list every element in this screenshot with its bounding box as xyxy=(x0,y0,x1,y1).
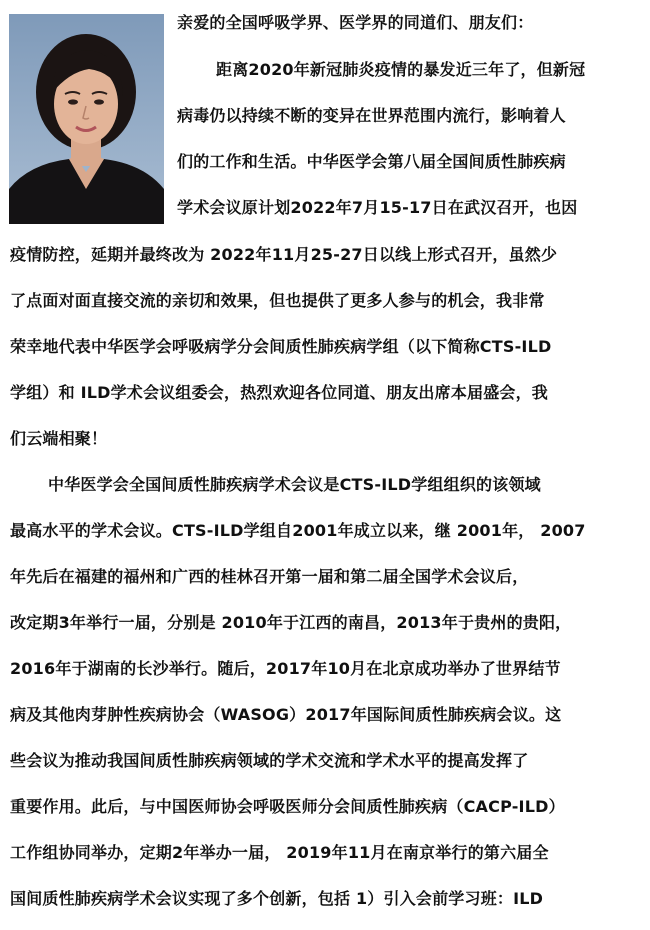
text-line-4: 们的工作和生活。中华医学会第八届全国间质性肺疾病 xyxy=(177,152,566,171)
text-line-14: 改定期3年举行一届，分别是 2010年于江西的南昌，2013年于贵州的贵阳， xyxy=(10,613,572,632)
text-line-3: 病毒仍以持续不断的变异在世界范围内流行，影响着人 xyxy=(177,106,566,125)
text-line-8: 荣幸地代表中华医学会呼吸病学分会间质性肺疾病学组（以下简称CTS-ILD xyxy=(10,337,552,356)
text-line-18: 重要作用。此后，与中国医师协会呼吸医师分会间质性肺疾病（CACP-ILD） xyxy=(10,797,565,816)
text-line-9: 学组）和 ILD学术会议组委会，热烈欢迎各位同道、朋友出席本届盛会，我 xyxy=(10,383,549,402)
text-line-1: 亲爱的全国呼吸学界、医学界的同道们、朋友们： xyxy=(177,13,534,32)
text-line-10: 们云端相聚！ xyxy=(10,429,108,448)
text-line-11: 中华医学会全国间质性肺疾病学术会议是CTS-ILD学组组织的该领域 xyxy=(48,475,541,494)
text-line-7: 了点面对面直接交流的亲切和效果，但也提供了更多人参与的机会，我非常 xyxy=(10,291,545,310)
text-line-2: 距离2020年新冠肺炎疫情的暴发近三年了，但新冠 xyxy=(216,60,586,79)
text-line-15: 2016年于湖南的长沙举行。随后，2017年10月在北京成功举办了世界结节 xyxy=(10,659,561,678)
text-line-19: 工作组协同举办，定期2年举办一届， 2019年11月在南京举行的第六届全 xyxy=(10,843,549,862)
portrait-image xyxy=(9,14,164,224)
text-line-6: 疫情防控，延期并最终改为 2022年11月25-27日以线上形式召开，虽然少 xyxy=(10,245,558,264)
text-line-16: 病及其他肉芽肿性疾病协会（WASOG）2017年国际间质性肺疾病会议。这 xyxy=(10,705,562,724)
text-line-20: 国间质性肺疾病学术会议实现了多个创新，包括 1）引入会前学习班：ILD xyxy=(10,889,544,908)
text-line-17: 些会议为推动我国间质性肺疾病领域的学术交流和学术水平的提高发挥了 xyxy=(10,751,529,770)
text-line-5: 学术会议原计划2022年7月15-17日在武汉召开，也因 xyxy=(177,198,578,217)
text-line-12: 最高水平的学术会议。CTS-ILD学组自2001年成立以来，继 2001年， 2007 xyxy=(10,521,586,540)
text-line-13: 年先后在福建的福州和广西的桂林召开第一届和第二届全国学术会议后， xyxy=(10,567,529,586)
author-portrait xyxy=(9,14,164,224)
